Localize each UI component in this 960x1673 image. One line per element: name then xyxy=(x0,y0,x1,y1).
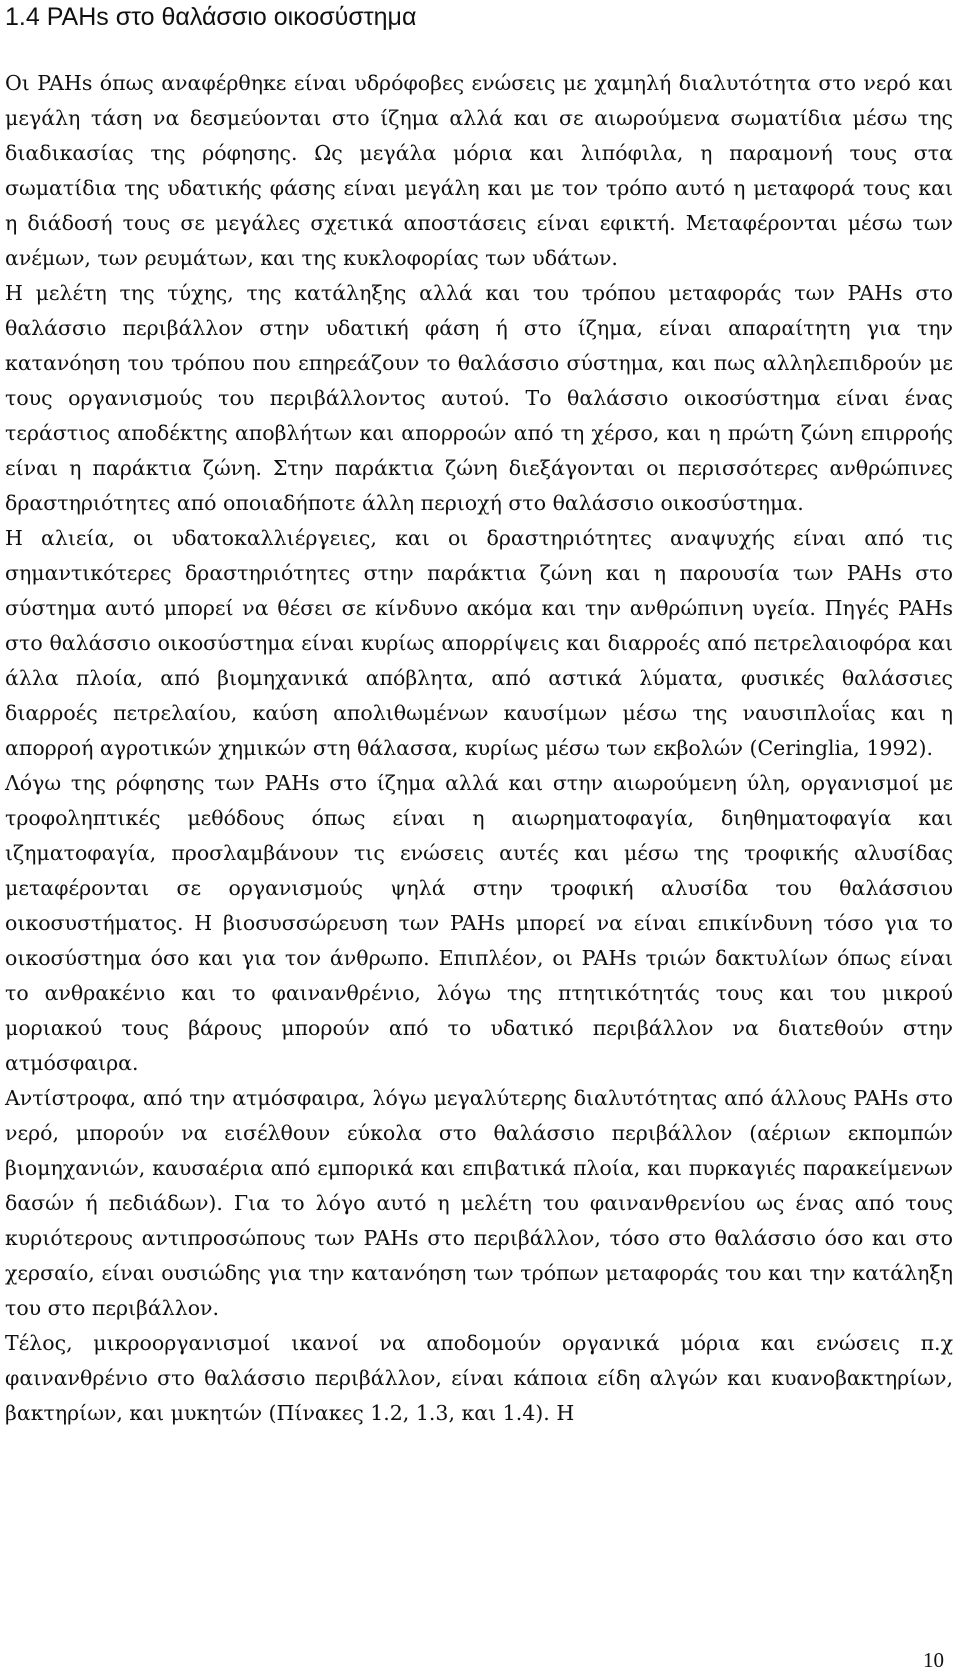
paragraph-bioaccumulation: Λόγω της ρόφησης των PAHs στο ίζημα αλλά και στην αιωρούμενη ύλη, οργανισμοί με τροφοληπτικές μεθόδους όπως είναι η αιωρηματοφαγία, διηθηματοφαγία και ιζηματοφαγία, προσλαμβάνουν τις ενώσεις αυτές και μέσω της τροφικής αλυσίδας μεταφέρονται σε οργανισμούς ψηλά στην τροφική αλυσίδα του θαλάσσιου οικοσυστήματος. Η βιοσυσσώρευση των PAHs μπορεί να είναι επικίνδυνη τόσο για το οικοσύστημα όσο και για τον άνθρωπο. Επιπλέον, οι PAHs τριών δακτυλίων όπως είναι το ανθρακένιο και το φαινανθρένιο, λόγω της πτητικότητάς τους και του μικρού μοριακού τους βάρους μπορούν από το υδατικό περιβάλλον να διατεθούν στην ατμόσφαιρα. xyxy=(5,771,953,1075)
paragraph-atmosphere: Αντίστροφα, από την ατμόσφαιρα, λόγω μεγαλύτερης διαλυτότητας από άλλους PAHs στο νερό, μπορούν να εισέλθουν εύκολα στο θαλάσσιο περιβάλλον (αέριων εκπομπών βιομηχανιών, καυσαέρια από εμπορικά και επιβατικά πλοία, και πυρκαγιές παρακείμενων δασών ή πεδιάδων). Για το λόγο αυτό η μελέτη του φαινανθρενίου ως ένας από τους κυριότερους αντιπροσώπους των PAHs στο περιβάλλον, τόσο στο θαλάσσιο όσο και στο χερσαίο, είναι ουσιώδης για την κατανόηση των τρόπων μεταφοράς του και την κατάληξη του στο περιβάλλον. xyxy=(5,1086,953,1320)
paragraph-coastal-sources: Η αλιεία, οι υδατοκαλλιέργειες, και οι δραστηριότητες αναψυχής είναι από τις σημαντικότερες δραστηριότητες στην παράκτια ζώνη και η παρουσία των PAHs στο σύστημα αυτό μπορεί να θέσει σε κίνδυνο ακόμα και την ανθρώπινη υγεία. Πηγές PAHs στο θαλάσσιο οικοσύστημα είναι κυρίως απορρίψεις και διαρροές από πετρελαιοφόρα και άλλα πλοία, από βιομηχανικά απόβλητα, από αστικά λύματα, φυσικές θαλάσσιες διαρροές πετρελαίου, καύση απολιθωμένων καυσίμων μέσω της ναυσιπλοΐας και η απορροή αγροτικών χημικών στη θάλασσα, κυρίως μέσω των εκβολών (Ceringlia, 1992). xyxy=(5,526,953,760)
section-heading: 1.4 PAHs στο θαλάσσιο οικοσύστημα xyxy=(5,3,417,31)
document-body xyxy=(5,66,953,1431)
paragraph-microorganisms: Τέλος, μικροοργανισμοί ικανοί να αποδομούν οργανικά μόρια και ενώσεις π.χ φαινανθρένιο στο θαλάσσιο περιβάλλον, είναι κάποια είδη αλγών και κυανοβακτηρίων, βακτηρίων, και μυκητών (Πίνακες 1.2, 1.3, και 1.4). Η xyxy=(5,1331,953,1425)
page-number: 10 xyxy=(923,1648,944,1672)
paragraph-pahs-properties: Οι PAHs όπως αναφέρθηκε είναι υδρόφοβες ενώσεις με χαμηλή διαλυτότητα στο νερό και μεγάλη τάση να δεσμεύονται στο ίζημα αλλά και σε αιωρούμενα σωματίδια μέσω της διαδικασίας της ρόφησης. Ως μεγάλα μόρια και λιπόφιλα, η παραμονή τους στα σωματίδια της υδατικής φάσης είναι μεγάλη και με τον τρόπο αυτό η μεταφορά τους και η διάδοσή τους σε μεγάλες σχετικά αποστάσεις είναι εφικτή. Μεταφέρονται μέσω των ανέμων, των ρευμάτων, και της κυκλοφορίας των υδάτων. xyxy=(5,71,953,270)
paragraph-marine-fate: Η μελέτη της τύχης, της κατάληξης αλλά και του τρόπου μεταφοράς των PAHs στο θαλάσσιο περιβάλλον στην υδατική φάση ή στο ίζημα, είναι απαραίτητη για την κατανόηση του τρόπου που επηρεάζουν το θαλάσσιο σύστημα, και πως αλληλεπιδρούν με τους οργανισμούς του περιβάλλοντος αυτού. Το θαλάσσιο οικοσύστημα είναι ένας τεράστιος αποδέκτης αποβλήτων και απορροών από τη χέρσο, και η πρώτη ζώνη επιρροής είναι η παράκτια ζώνη. Στην παράκτια ζώνη διεξάγονται οι περισσότερες ανθρώπινες δραστηριότητες από οποιαδήποτε άλλη περιοχή στο θαλάσσιο οικοσύστημα. xyxy=(5,281,953,515)
